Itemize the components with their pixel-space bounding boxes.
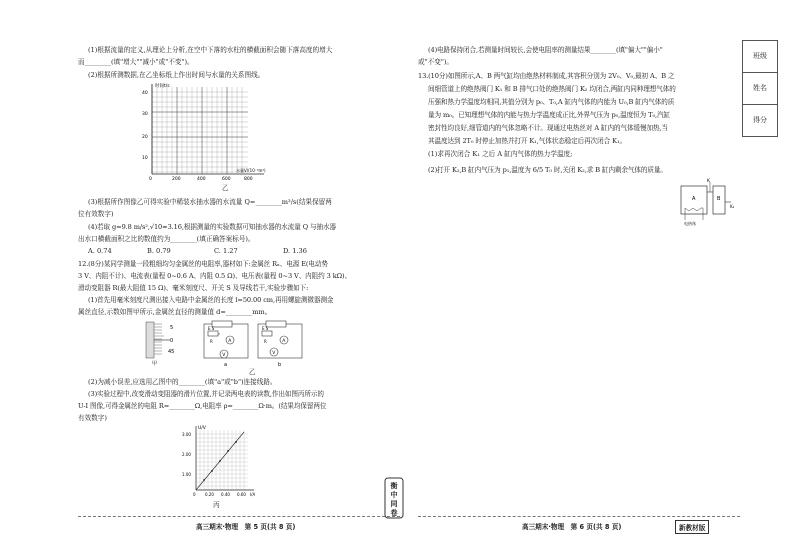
- graph-yi-ytick: 30: [142, 112, 148, 117]
- svg-text:E S: E S: [208, 326, 215, 331]
- graph-yi-xtick: 0: [149, 177, 152, 182]
- micrometer-tick-45: 45: [168, 349, 175, 355]
- fig13-label-heater: 电热丝: [684, 221, 696, 226]
- graph-yi-ylabel: 时间t/s: [155, 84, 170, 89]
- score-table-name: 姓名: [743, 73, 777, 105]
- q13-line: 13.(10分)如图所示,A、B 两气缸均由绝热材料制成,其容积分别为 2V₀、V₀,最初 A、B 之: [418, 72, 675, 80]
- q12-stem-line1: 12.(8分)某同学测量一段粗细均匀金属丝的电阻率,器材如下:金属丝 Rₓ、电源 E(电动势: [78, 260, 328, 268]
- graph-bing-ytick: 1.00: [182, 472, 191, 477]
- q12-part3-line2: U-I 图像,可得金属丝的电阻 R=________Ω,电阻率 ρ=________Ω·m。(结果均保留两位: [78, 402, 327, 410]
- score-table-score: 得分: [753, 116, 767, 124]
- circuit-b-caption: b: [278, 362, 282, 368]
- q12-part3-line1: (3)实验过程中,改变滑动变阻器的滑片位置,并记录两电表的读数,作出如图丙所示的: [88, 390, 324, 398]
- fig13-label-a: A: [692, 196, 696, 202]
- svg-text:V: V: [222, 353, 226, 358]
- score-table: [742, 40, 778, 137]
- svg-text:V: V: [272, 351, 276, 356]
- graph-yi-xtick: 200: [172, 177, 181, 182]
- graph-bing: [180, 422, 260, 500]
- svg-text:R: R: [210, 339, 213, 344]
- q13-line: 量为 m₀。已知理想气体的内能与热力学温度成正比,外界气压为 p₀,温度恒为 T₀,汽缸: [428, 111, 670, 119]
- graph-bing-ytick: 2.00: [182, 452, 191, 457]
- svg-text:衡: 衡: [390, 482, 398, 490]
- graph-bing-xtick: 0.20: [205, 492, 214, 497]
- q13-line: 压强和热力学温度均相同,其值分别为 p₀、T₀,A 缸内气体的内能为 U₀,B 缸内气体的质: [428, 98, 675, 106]
- graph-yi-ytick: 10: [142, 156, 148, 161]
- graph-yi-xtick: 800: [244, 177, 253, 182]
- svg-text:中: 中: [390, 491, 398, 499]
- micrometer-tick-5: 5: [170, 325, 174, 331]
- q13-line: 间细管道上的绝热阀门 K₁ 和 B 排气口处的绝热阀门 K₂ 均闭合,两缸内同种理想气体的: [428, 85, 676, 93]
- fig13-label-k2: K₂: [730, 204, 735, 209]
- graph-bing-xtick: 0.60: [237, 492, 246, 497]
- q12-stem-line3: 滑动变阻器 R(最大阻值 15 Ω)、毫米刻度尺、开关 S 及导线若干,实验步骤如下:: [78, 284, 309, 292]
- right-footer: 高三期末·物理 第 6 页(共 8 页): [522, 523, 622, 531]
- graph-bing-xlabel: I/A: [250, 492, 256, 497]
- option-d: D. 1.36: [283, 247, 307, 255]
- graph-yi-xtick: 400: [197, 177, 206, 182]
- circuit-caption-yi: 乙: [249, 368, 256, 376]
- graph-yi-xtick: 600: [222, 177, 231, 182]
- q13-line: 其温度达到 2T₀ 时停止加热并打开 K₁,气体状态稳定后再次闭合 K₁。: [428, 137, 626, 145]
- q11-part3-line2: 位有效数字): [78, 210, 114, 218]
- svg-text:R: R: [264, 339, 267, 344]
- graph-yi-xlabel: 水量V/(10⁻⁶m³): [236, 168, 266, 173]
- svg-text:A: A: [282, 339, 286, 344]
- q12-part1-line2: 属丝直径,示数如图甲所示,金属丝直径的测量值 d=________mm。: [78, 308, 272, 316]
- svg-text:E S: E S: [262, 326, 269, 331]
- left-footer: 高三期末·物理 第 5 页(共 8 页): [196, 523, 296, 531]
- micrometer-figure: [140, 318, 200, 366]
- graph-yi-ytick: 40: [142, 91, 148, 96]
- circuit-a-caption: a: [224, 362, 228, 368]
- svg-text:同: 同: [390, 500, 398, 508]
- graph-bing-ytick: 3.00: [182, 432, 191, 437]
- graph-bing-caption: 丙: [213, 501, 220, 509]
- circuit-a: [200, 318, 252, 368]
- q11-part4-line1: (4)若取 g=9.8 m/s²,√10≈3.16,根据测量的实验数据可知抽水器的水流量 Q 与抽水器: [88, 223, 337, 231]
- q12-part1-line1: (1)首先用毫米刻度尺测出接入电路中金属丝的长度 l=50.00 cm,再用螺旋测微器测金: [88, 296, 334, 304]
- q11-part1-line1: (1)根据流量的定义,从理论上分析,在空中下落的水柱的横截面积会随下落高度的增大: [88, 46, 333, 54]
- q12-part4-line1: (4)电路保持闭合,若测量时间较长,会使电阻率的测量结果________(填"偏大""偏小": [428, 46, 663, 54]
- edition-badge: 新教材版: [675, 520, 709, 534]
- right-footer-rule: [418, 516, 740, 517]
- option-c: C. 1.27: [214, 247, 238, 255]
- q13-part1: (1)求再次闭合 K₁ 之后 A 缸内气体的热力学温度;: [428, 150, 573, 158]
- fig13-label-k1: K: [707, 179, 710, 184]
- q11-part4-line2: 出水口横截面积之比的数值约为________(填正确答案标号)。: [78, 235, 255, 243]
- micrometer-tick-0: 0: [170, 338, 174, 344]
- graph-yi: [140, 82, 270, 182]
- score-table-class: 班级: [743, 41, 777, 73]
- q11-part1-line2: 而________(填"增大""减小"或"不变")。: [78, 58, 194, 66]
- micrometer-caption: 甲: [152, 361, 158, 366]
- svg-text:卷: 卷: [390, 509, 398, 517]
- option-a: A. 0.74: [88, 247, 112, 255]
- stamp-logo: [383, 476, 405, 520]
- fig13-label-b: B: [717, 196, 721, 202]
- q12-part2: (2)为减小误差,应选用乙图中的________(填"a"或"b")连接线路。: [88, 378, 277, 386]
- circuit-b: [254, 318, 306, 368]
- graph-bing-xtick: 0.40: [221, 492, 230, 497]
- left-footer-rule: [78, 516, 400, 517]
- q11-part2: (2)根据所测数据,在乙坐标纸上作出时间与水量的关系图线。: [88, 71, 265, 79]
- q12-part4-line2: 或"不变")。: [418, 58, 454, 66]
- option-b: B. 0.79: [147, 247, 171, 255]
- graph-yi-ytick: 20: [142, 135, 148, 140]
- graph-yi-caption: 乙: [222, 184, 229, 192]
- svg-text:A: A: [228, 339, 232, 344]
- q13-part2: (2)打开 K₂,B 缸内气压为 p₁,温度为 6/5 T₀ 时,关闭 K₂,求 B 缸内剩余气体的质量。: [428, 166, 667, 174]
- fig13-cylinders: [675, 178, 741, 226]
- graph-bing-ylabel: U/V: [198, 426, 206, 431]
- q12-stem-line2: 3 V、内阻不计)、电流表(量程 0~0.6 A、内阻 0.5 Ω)、电压表(量程 0~3 V、内阻约 3 kΩ)、: [78, 272, 351, 280]
- graph-bing-xtick: 0: [193, 492, 196, 497]
- q13-line: 密封性均良好,细管道内的气体忽略不计。现通过电热丝对 A 缸内的气体缓慢加热,当: [428, 124, 668, 132]
- q11-part3-line1: (3)根据所作图像乙可得实验中稀装水抽水器的水流量 Q=________m³/s(结果保留两: [88, 198, 332, 206]
- q12-part3-line3: 有效数字): [78, 414, 107, 422]
